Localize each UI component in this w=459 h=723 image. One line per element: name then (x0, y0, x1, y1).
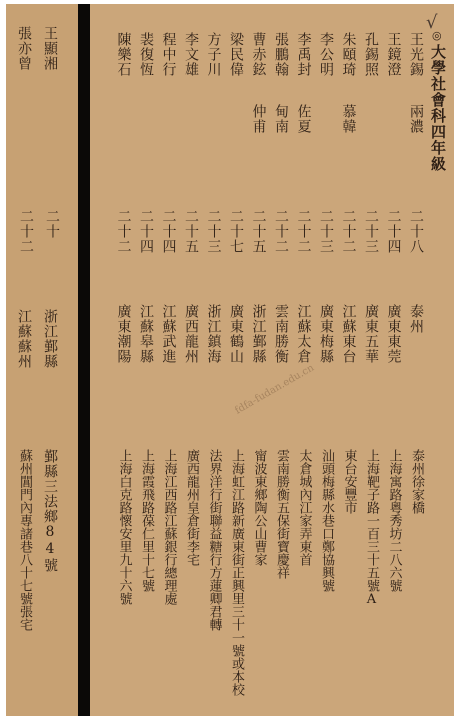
student-address: 上海霞飛路葆仁里十七號 (139, 449, 154, 592)
student-age: 二十五 (250, 209, 267, 254)
student-entry (138, 4, 156, 716)
student-native-place: 浙江鎮海 (205, 304, 222, 364)
student-native-place: 廣東梅縣 (318, 304, 334, 364)
student-native-place: 江蘇皋縣 (138, 304, 154, 364)
student-age: 二十八 (408, 209, 424, 254)
student-entry (386, 4, 404, 716)
student-native-place: 雲南勝衡 (273, 304, 289, 364)
check-mark-annotation: √ (426, 12, 438, 33)
student-age: 二十四 (385, 209, 402, 254)
left-entry-address: 鄞縣三法鄉84號 (42, 449, 58, 573)
student-name: 陳樂石 (115, 32, 132, 77)
left-entry-0 (42, 4, 60, 716)
left-entry-native-place: 浙江鄞縣 (42, 309, 58, 369)
student-name: 李公明 (318, 32, 334, 77)
student-address: 上海虹江路新廣東街正興里三十一號或本校 (229, 449, 244, 696)
student-name: 裴復恆 (138, 32, 154, 77)
student-address: 太倉城內江家弄東首 (296, 449, 312, 566)
student-entry (296, 4, 314, 716)
student-entry (183, 4, 201, 716)
student-age: 二十二 (295, 209, 312, 254)
student-name: 梁民偉 (228, 32, 244, 77)
student-address: 雲南勝衡五保街寶慶祥 (274, 449, 289, 579)
student-age: 二十四 (138, 209, 154, 254)
student-native-place: 廣東東莞 (385, 304, 402, 364)
student-entry (228, 4, 246, 716)
book-gutter (78, 4, 90, 716)
left-entry-name: 張亦曾 (16, 26, 32, 71)
student-name: 王光錫 (408, 32, 424, 77)
student-alias: 甸南 (273, 104, 289, 134)
left-entry-age: 二十二 (18, 209, 34, 254)
student-address: 東台安豐市 (341, 449, 357, 514)
student-entry (408, 4, 426, 716)
section-title: 大學社會科四年級 (429, 44, 447, 172)
student-entry (318, 4, 336, 716)
left-entry-age: 二十 (44, 209, 60, 239)
student-entry (363, 4, 381, 716)
student-native-place: 江蘇武進 (160, 304, 177, 364)
student-address: 甯波東鄉陶公山曹家 (251, 449, 267, 566)
student-age: 二十四 (160, 209, 177, 254)
student-name: 曹赤鉉 (250, 32, 267, 77)
student-entry (161, 4, 179, 716)
student-name: 李文雄 (183, 32, 199, 77)
student-address: 法界洋行街聯益糖行方蓮卿君轉 (206, 449, 222, 631)
student-age: 二十七 (228, 209, 244, 254)
student-native-place: 廣東五華 (363, 304, 379, 364)
student-age: 二十二 (273, 209, 289, 254)
student-name: 朱頤琦 (340, 32, 357, 77)
student-address: 上海寓路粵秀坊二八六號 (386, 449, 402, 592)
student-name: 方子川 (205, 32, 222, 77)
student-name: 張鵬翰 (273, 32, 289, 77)
left-entry-1 (16, 4, 34, 716)
student-native-place: 浙江鄞縣 (250, 304, 267, 364)
student-alias: 佐夏 (295, 104, 312, 134)
student-alias: 兩濃 (408, 104, 424, 134)
student-age: 二十三 (205, 209, 222, 254)
student-age: 二十三 (318, 209, 334, 254)
student-age: 二十三 (363, 209, 379, 254)
student-name: 李禹封 (295, 32, 312, 77)
student-entry (116, 4, 134, 716)
student-name: 程中行 (160, 32, 177, 77)
student-age: 二十二 (115, 209, 132, 254)
student-address: 上海靶子路一百三十五號A (364, 449, 379, 607)
left-entry-name: 王顯湘 (42, 26, 58, 71)
left-page (6, 4, 78, 716)
student-address: 上海江西路江蘇銀行總理處 (161, 449, 177, 605)
library-watermark: fdfa-fudan.edu.cn (233, 362, 317, 417)
student-native-place: 江蘇東台 (340, 304, 357, 364)
student-age: 二十五 (183, 209, 199, 254)
student-address: 泰州徐家橋 (409, 449, 424, 514)
student-age: 二十二 (340, 209, 357, 254)
scanned-page-spread (6, 4, 454, 716)
student-native-place: 江蘇太倉 (295, 304, 312, 364)
left-entry-native-place: 江蘇蘇州 (16, 309, 32, 369)
student-entry (206, 4, 224, 716)
student-alias: 慕韓 (340, 104, 357, 134)
student-entry (251, 4, 269, 716)
right-page (90, 4, 454, 716)
left-entry-address: 蘇州閶門內專諸巷八十七號張宅 (17, 449, 32, 631)
student-address: 上海白克路懷安里九十六號 (116, 449, 132, 605)
student-address: 汕頭梅縣水巷口鄭協興號 (319, 449, 334, 592)
circle-marker-icon: ◎ (432, 29, 442, 42)
student-entry (273, 4, 291, 716)
student-address: 廣西龍州皇倉街李宅 (184, 449, 199, 566)
section-header (430, 4, 448, 716)
student-native-place: 泰州 (408, 304, 424, 334)
student-alias: 仲甫 (250, 104, 267, 134)
student-entry (341, 4, 359, 716)
student-native-place: 廣東鶴山 (228, 304, 244, 364)
student-native-place: 廣西龍州 (183, 304, 199, 364)
student-name: 孔錫照 (363, 32, 379, 77)
student-native-place: 廣東潮陽 (115, 304, 132, 364)
student-name: 王鏡澄 (385, 32, 402, 77)
